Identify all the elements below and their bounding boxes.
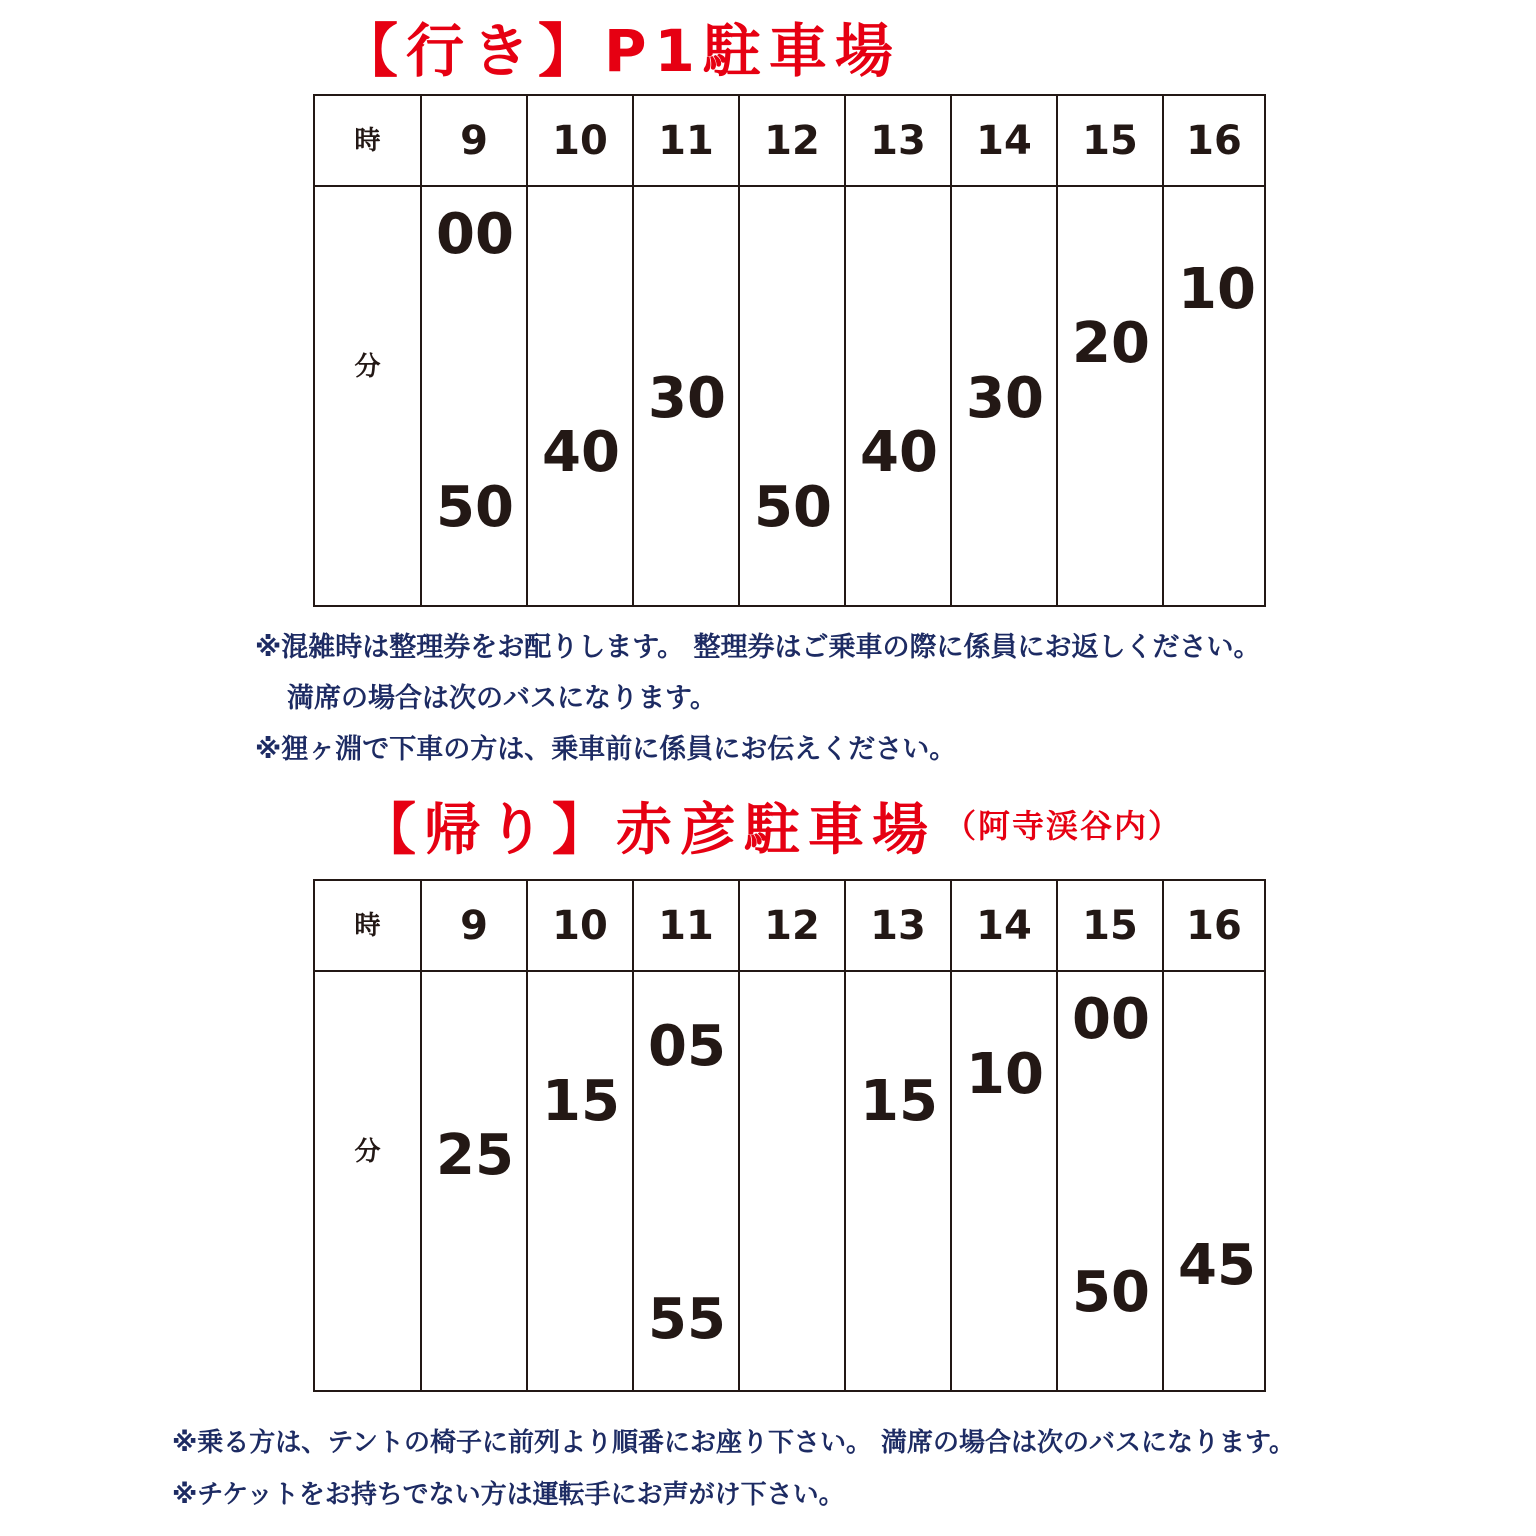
return-title-location: （阿寺渓谷内） bbox=[944, 807, 1183, 845]
return-title bbox=[360, 798, 1183, 863]
outbound-title: 【行き】P1駐車場 bbox=[340, 17, 901, 85]
hour-12-header: 12 bbox=[764, 117, 820, 164]
column-divider bbox=[844, 881, 846, 1390]
hour-14-header: 14 bbox=[976, 902, 1032, 949]
departure-minute: 15 bbox=[860, 1068, 938, 1134]
departure-minute: 40 bbox=[542, 420, 620, 486]
departure-minute: 50 bbox=[436, 474, 514, 540]
return-note: ※チケットをお持ちでない方は運転手にお声がけ下さい。 bbox=[172, 1480, 845, 1510]
outbound-notes bbox=[255, 632, 1261, 785]
outbound-note: ※混雑時は整理券をお配りします。 整理券はご乗車の際に係員にお返しください。 bbox=[255, 632, 1261, 663]
departure-minute: 50 bbox=[1072, 1259, 1150, 1325]
hour-10-header: 10 bbox=[552, 117, 608, 164]
header-divider bbox=[315, 970, 1264, 972]
header-divider bbox=[315, 185, 1264, 187]
hour-11-header: 11 bbox=[658, 117, 714, 164]
outbound-timetable bbox=[313, 94, 1266, 607]
hour-9-header: 9 bbox=[460, 117, 488, 164]
column-divider bbox=[950, 881, 952, 1390]
hour-11-header: 11 bbox=[658, 902, 714, 949]
hour-15-header: 15 bbox=[1082, 902, 1138, 949]
minute-row-label: 分 bbox=[354, 1137, 381, 1167]
outbound-note: ※狸ヶ淵で下車の方は、乗車前に係員にお伝えください。 bbox=[255, 734, 957, 765]
departure-minute: 05 bbox=[648, 1014, 726, 1080]
return-note: ※乗る方は、テントの椅子に前列より順番にお座り下さい。 満席の場合は次のバスになります。 bbox=[172, 1428, 1295, 1458]
hour-header-label: 時 bbox=[354, 910, 381, 941]
hour-14-header: 14 bbox=[976, 117, 1032, 164]
hour-16-header: 16 bbox=[1186, 902, 1242, 949]
hour-13-header: 13 bbox=[870, 117, 926, 164]
column-divider bbox=[950, 96, 952, 605]
departure-minute: 20 bbox=[1072, 311, 1150, 377]
hour-10-header: 10 bbox=[552, 902, 608, 949]
departure-minute: 15 bbox=[542, 1068, 620, 1134]
departure-minute: 00 bbox=[1072, 987, 1150, 1052]
hour-13-header: 13 bbox=[870, 902, 926, 949]
return-title-main: 【帰り】赤彦駐車場 bbox=[360, 798, 936, 863]
departure-minute: 10 bbox=[1178, 256, 1256, 322]
hour-12-header: 12 bbox=[764, 902, 820, 949]
hour-9-header: 9 bbox=[460, 902, 488, 949]
departure-minute: 00 bbox=[436, 202, 514, 267]
return-notes bbox=[172, 1428, 1295, 1532]
hour-header-label: 時 bbox=[354, 125, 381, 156]
departure-minute: 45 bbox=[1178, 1232, 1256, 1298]
departure-minute: 10 bbox=[966, 1041, 1044, 1107]
departure-minute: 30 bbox=[648, 365, 726, 431]
departure-minute: 25 bbox=[436, 1123, 514, 1189]
column-divider bbox=[632, 96, 634, 605]
departure-minute: 30 bbox=[966, 365, 1044, 431]
minute-row-label: 分 bbox=[354, 352, 381, 382]
hour-15-header: 15 bbox=[1082, 117, 1138, 164]
departure-minute: 50 bbox=[754, 474, 832, 540]
departure-minute: 40 bbox=[860, 420, 938, 486]
hour-16-header: 16 bbox=[1186, 117, 1242, 164]
departure-minute: 55 bbox=[648, 1287, 726, 1353]
return-timetable bbox=[313, 879, 1266, 1392]
outbound-note: 満席の場合は次のバスになります。 bbox=[287, 683, 717, 714]
